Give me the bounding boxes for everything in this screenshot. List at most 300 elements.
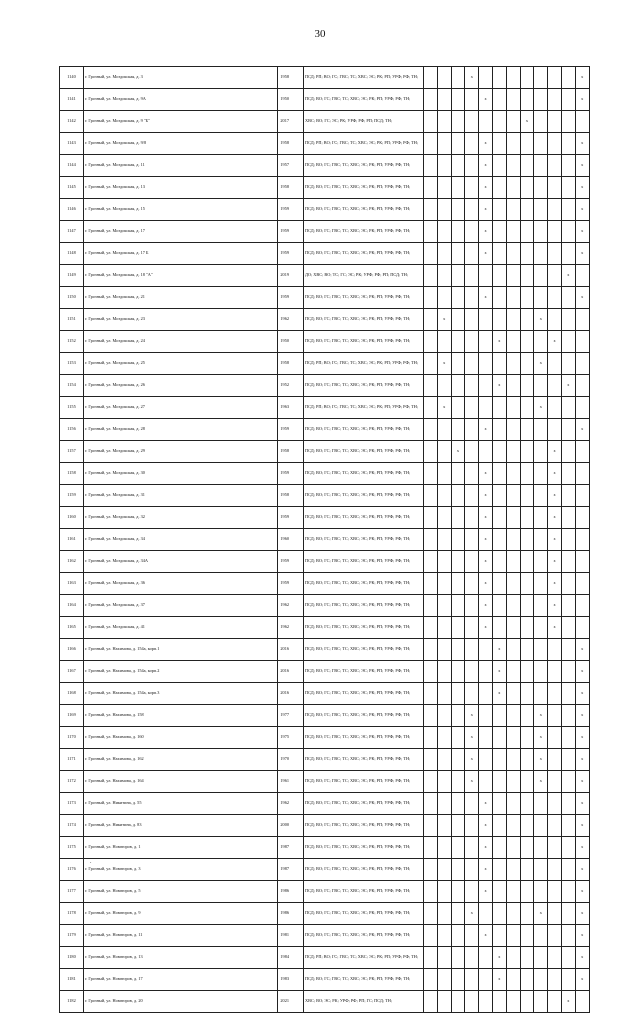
address-cell: г. Грозный, ул. Моздокская, д. 9/8 — [84, 133, 278, 155]
mark-cell: x — [465, 67, 479, 89]
mark-cell — [561, 793, 575, 815]
table-row — [60, 67, 590, 89]
mark-cell — [534, 859, 548, 881]
mark-cell — [561, 133, 575, 155]
work-types-cell: ПСД; ВО; ГС; ГВС; ТС; ХВС; ЭС; РК; РП; УРФ; РФ; ТН; — [304, 529, 424, 551]
mark-cell — [492, 177, 506, 199]
mark-cell — [506, 969, 520, 991]
mark-cell — [520, 815, 534, 837]
mark-cell — [424, 375, 438, 397]
work-types-cell: ПСД; ВО; ГС; ГВС; ТС; ХВС; ЭС; РК; РП; УРФ; РФ; ТН; — [304, 793, 424, 815]
year-cell: 1959 — [278, 419, 304, 441]
mark-cell: x — [534, 749, 548, 771]
mark-cell: x — [479, 221, 493, 243]
work-types-cell: ПСД; ВО; ГС; ГВС; ТС; ХВС; ЭС; РК; РП; УРФ; РФ; ТН; — [304, 881, 424, 903]
row-number-cell: 1156 — [60, 419, 84, 441]
work-types-cell: ПСД; ВО; ГС; ГВС; ТС; ХВС; ЭС; РК; РП; УРФ; РФ; ТН; — [304, 595, 424, 617]
mark-cell — [548, 771, 562, 793]
mark-cell — [506, 925, 520, 947]
mark-cell — [492, 419, 506, 441]
year-cell: 1958 — [278, 485, 304, 507]
mark-cell — [424, 419, 438, 441]
mark-cell — [548, 111, 562, 133]
mark-cell: x — [479, 837, 493, 859]
mark-cell — [451, 837, 465, 859]
address-cell: г. Грозный, ул. Новаторов, д. 1 — [84, 837, 278, 859]
mark-cell — [534, 111, 548, 133]
table-row — [60, 793, 590, 815]
address-cell: г. Грозный, ул. Моздокская, д. 17 Б — [84, 243, 278, 265]
mark-cell — [520, 243, 534, 265]
mark-cell — [424, 353, 438, 375]
mark-cell — [548, 903, 562, 925]
row-number-cell: 1153 — [60, 353, 84, 375]
mark-cell — [506, 243, 520, 265]
mark-cell — [548, 991, 562, 1013]
mark-cell — [534, 221, 548, 243]
mark-cell — [506, 199, 520, 221]
mark-cell — [451, 397, 465, 419]
work-types-cell: ПСД; ВО; ГС; ГВС; ТС; ХВС; ЭС; РК; РП; УРФ; РФ; ТН; — [304, 177, 424, 199]
mark-cell — [575, 507, 589, 529]
mark-cell — [437, 903, 451, 925]
mark-cell — [520, 595, 534, 617]
mark-cell — [437, 617, 451, 639]
mark-cell — [561, 595, 575, 617]
year-cell: 1961 — [278, 771, 304, 793]
mark-cell — [506, 111, 520, 133]
mark-cell — [479, 397, 493, 419]
year-cell: 1960 — [278, 529, 304, 551]
row-number-cell: 1152 — [60, 331, 84, 353]
row-number-cell: 1148 — [60, 243, 84, 265]
row-number-cell: 1163 — [60, 573, 84, 595]
mark-cell — [451, 353, 465, 375]
row-number-cell: 1181 — [60, 969, 84, 991]
mark-cell — [561, 749, 575, 771]
mark-cell — [465, 947, 479, 969]
mark-cell — [437, 507, 451, 529]
mark-cell: x — [479, 243, 493, 265]
address-cell: г. Грозный, ул. Моздокская, д. 17 — [84, 221, 278, 243]
mark-cell — [561, 661, 575, 683]
mark-cell — [437, 221, 451, 243]
mark-cell — [548, 375, 562, 397]
mark-cell — [548, 969, 562, 991]
mark-cell — [479, 441, 493, 463]
mark-cell — [561, 243, 575, 265]
mark-cell — [465, 133, 479, 155]
mark-cell: x — [575, 639, 589, 661]
mark-cell — [520, 441, 534, 463]
mark-cell: x — [492, 639, 506, 661]
mark-cell: x — [479, 287, 493, 309]
mark-cell — [534, 441, 548, 463]
mark-cell — [437, 243, 451, 265]
address-cell: г. Грозный, ул. Моздокская, д. 26 — [84, 375, 278, 397]
mark-cell — [506, 485, 520, 507]
mark-cell — [492, 925, 506, 947]
mark-cell — [479, 111, 493, 133]
mark-cell — [465, 221, 479, 243]
mark-cell — [465, 265, 479, 287]
mark-cell: x — [548, 507, 562, 529]
mark-cell — [548, 793, 562, 815]
address-cell: г. Грозный, ул. Новаторов, д. 20 — [84, 991, 278, 1013]
year-cell: 1957 — [278, 155, 304, 177]
mark-cell — [534, 485, 548, 507]
row-number-cell: 1162 — [60, 551, 84, 573]
address-cell: г. Грозный, ул. Никитина, д. 55 — [84, 793, 278, 815]
mark-cell: x — [465, 749, 479, 771]
year-cell: 1981 — [278, 925, 304, 947]
row-number-cell: 1142 — [60, 111, 84, 133]
mark-cell: x — [575, 837, 589, 859]
table-row — [60, 749, 590, 771]
mark-cell — [424, 881, 438, 903]
mark-cell — [492, 199, 506, 221]
work-types-cell: ПСД; ВО; ГС; ГВС; ТС; ХВС; ЭС; РК; РП; УРФ; РФ; ТН; — [304, 89, 424, 111]
mark-cell — [534, 133, 548, 155]
mark-cell — [437, 595, 451, 617]
table-row — [60, 441, 590, 463]
mark-cell — [534, 925, 548, 947]
mark-cell — [506, 397, 520, 419]
mark-cell: x — [492, 661, 506, 683]
mark-cell: x — [479, 925, 493, 947]
mark-cell — [451, 661, 465, 683]
mark-cell — [506, 155, 520, 177]
mark-cell — [451, 529, 465, 551]
mark-cell — [492, 859, 506, 881]
year-cell: 1962 — [278, 793, 304, 815]
mark-cell — [506, 419, 520, 441]
work-types-cell: ПСД; ВО; ГС; ГВС; ТС; ХВС; ЭС; РК; РП; УРФ; РФ; ТН; — [304, 573, 424, 595]
mark-cell — [437, 661, 451, 683]
address-cell: г. Грозный, ул. Моздокская, д. 21 — [84, 287, 278, 309]
mark-cell — [424, 639, 438, 661]
mark-cell: x — [479, 617, 493, 639]
mark-cell — [548, 881, 562, 903]
mark-cell — [520, 947, 534, 969]
table-row — [60, 133, 590, 155]
mark-cell — [492, 991, 506, 1013]
mark-cell — [465, 815, 479, 837]
mark-cell — [492, 881, 506, 903]
mark-cell: x — [479, 155, 493, 177]
mark-cell — [492, 309, 506, 331]
mark-cell — [575, 529, 589, 551]
work-types-cell: ПСД; ВО; ГС; ГВС; ТС; ХВС; ЭС; РК; РП; УРФ; РФ; ТН; — [304, 441, 424, 463]
work-types-cell: ДО; ХВС; ВО; ТС; ГС; ЭС; РК; УРФ; РФ; РП; ПСД; ТН; — [304, 265, 424, 287]
table-row — [60, 199, 590, 221]
mark-cell: x — [534, 397, 548, 419]
table-row — [60, 507, 590, 529]
mark-cell — [492, 705, 506, 727]
year-cell: 1962 — [278, 309, 304, 331]
mark-cell — [506, 287, 520, 309]
mark-cell — [424, 727, 438, 749]
mark-cell — [534, 419, 548, 441]
mark-cell — [437, 419, 451, 441]
year-cell: 2021 — [278, 991, 304, 1013]
mark-cell — [506, 771, 520, 793]
mark-cell — [424, 595, 438, 617]
mark-cell — [548, 661, 562, 683]
mark-cell — [451, 859, 465, 881]
mark-cell — [534, 573, 548, 595]
table-row — [60, 991, 590, 1013]
year-cell: 1959 — [278, 287, 304, 309]
mark-cell — [424, 133, 438, 155]
mark-cell — [451, 221, 465, 243]
address-cell: г. Грозный, ул. Новаторов, д. 13 — [84, 947, 278, 969]
mark-cell — [492, 265, 506, 287]
mark-cell: x — [548, 595, 562, 617]
mark-cell — [451, 617, 465, 639]
table-row — [60, 903, 590, 925]
mark-cell — [437, 793, 451, 815]
table-row — [60, 639, 590, 661]
mark-cell — [492, 815, 506, 837]
mark-cell: x — [575, 155, 589, 177]
row-number-cell: 1169 — [60, 705, 84, 727]
mark-cell — [548, 397, 562, 419]
mark-cell — [534, 67, 548, 89]
mark-cell: x — [479, 815, 493, 837]
mark-cell — [506, 859, 520, 881]
mark-cell — [424, 265, 438, 287]
mark-cell — [479, 67, 493, 89]
year-cell: 2017 — [278, 111, 304, 133]
mark-cell — [465, 881, 479, 903]
mark-cell — [451, 309, 465, 331]
mark-cell — [506, 815, 520, 837]
mark-cell: x — [575, 199, 589, 221]
mark-cell — [561, 903, 575, 925]
work-types-cell: ХВС; ВО; ЭС; РК; УРФ; РФ; РП; ГС; ПСД; ТН; — [304, 991, 424, 1013]
address-cell: г. Грозный, ул. Моздокская, д. 24 — [84, 331, 278, 353]
mark-cell — [451, 705, 465, 727]
mark-cell — [424, 969, 438, 991]
mark-cell: x — [575, 683, 589, 705]
mark-cell — [548, 419, 562, 441]
address-cell: г. Грозный, ул. Моздокская, д. 25 — [84, 353, 278, 375]
mark-cell: x — [548, 551, 562, 573]
mark-cell — [520, 287, 534, 309]
mark-cell — [479, 265, 493, 287]
row-number-cell: 1146 — [60, 199, 84, 221]
mark-cell — [492, 397, 506, 419]
mark-cell — [437, 573, 451, 595]
mark-cell — [451, 683, 465, 705]
mark-cell — [520, 925, 534, 947]
row-number-cell: 1175 — [60, 837, 84, 859]
work-types-cell: ПСД; ВО; ГС; ГВС; ТС; ХВС; ЭС; РК; РП; УРФ; РФ; ТН; — [304, 485, 424, 507]
mark-cell — [492, 529, 506, 551]
mark-cell — [451, 177, 465, 199]
mark-cell — [451, 991, 465, 1013]
row-number-cell: 1144 — [60, 155, 84, 177]
table-row — [60, 815, 590, 837]
mark-cell: x — [534, 705, 548, 727]
mark-cell — [465, 441, 479, 463]
mark-cell — [465, 925, 479, 947]
mark-cell — [506, 881, 520, 903]
mark-cell — [534, 881, 548, 903]
address-cell: г. Грозный, ул. Моздокская, д. 30 — [84, 463, 278, 485]
table-row — [60, 727, 590, 749]
mark-cell — [451, 89, 465, 111]
work-types-cell: ПСД; ВО; ГС; ГВС; ТС; ХВС; ЭС; РК; РП; УРФ; РФ; ТН; — [304, 705, 424, 727]
mark-cell — [520, 309, 534, 331]
mark-cell: x — [465, 705, 479, 727]
mark-cell — [520, 463, 534, 485]
mark-cell — [479, 771, 493, 793]
table-row — [60, 859, 590, 881]
mark-cell — [424, 683, 438, 705]
mark-cell — [437, 771, 451, 793]
mark-cell — [520, 199, 534, 221]
work-types-cell: ПСД; ВО; ГС; ГВС; ТС; ХВС; ЭС; РК; РП; УРФ; РФ; ТН; — [304, 617, 424, 639]
mark-cell — [520, 991, 534, 1013]
work-types-cell: ПСД; ВО; ГС; ГВС; ТС; ХВС; ЭС; РК; РП; УРФ; РФ; ТН; — [304, 155, 424, 177]
mark-cell: x — [575, 771, 589, 793]
mark-cell — [520, 397, 534, 419]
mark-cell — [492, 243, 506, 265]
table-row — [60, 595, 590, 617]
work-types-cell: ПСД; ВО; ГС; ГВС; ТС; ХВС; ЭС; РК; РП; УРФ; РФ; ТН; — [304, 903, 424, 925]
work-types-cell: ПСД; ВО; ГС; ГВС; ТС; ХВС; ЭС; РК; РП; УРФ; РФ; ТН; — [304, 221, 424, 243]
year-cell: 1962 — [278, 617, 304, 639]
address-cell: г. Грозный, ул. Моздокская, д. 36 — [84, 573, 278, 595]
mark-cell — [534, 287, 548, 309]
mark-cell: x — [548, 331, 562, 353]
mark-cell — [534, 551, 548, 573]
work-types-cell: ПСД; ВО; ГС; ГВС; ТС; ХВС; ЭС; РК; РП; УРФ; РФ; ТН; — [304, 331, 424, 353]
mark-cell — [437, 331, 451, 353]
address-cell: г. Грозный, ул. Моздокская, д. 13 — [84, 177, 278, 199]
mark-cell — [451, 947, 465, 969]
mark-cell — [561, 111, 575, 133]
mark-cell: x — [479, 881, 493, 903]
row-number-cell: 1168 — [60, 683, 84, 705]
year-cell: 1983 — [278, 969, 304, 991]
mark-cell — [561, 815, 575, 837]
row-number-cell: 1165 — [60, 617, 84, 639]
mark-cell — [548, 199, 562, 221]
mark-cell — [465, 287, 479, 309]
work-types-cell: ПСД; ВО; ГС; ГВС; ТС; ХВС; ЭС; РК; РП; УРФ; РФ; ТН; — [304, 683, 424, 705]
mark-cell — [424, 463, 438, 485]
mark-cell — [479, 947, 493, 969]
address-cell: г. Грозный, ул. Моздокская, д. 9А — [84, 89, 278, 111]
mark-cell — [520, 881, 534, 903]
mark-cell: x — [520, 111, 534, 133]
mark-cell: x — [534, 903, 548, 925]
mark-cell — [437, 881, 451, 903]
mark-cell: x — [575, 67, 589, 89]
mark-cell — [437, 177, 451, 199]
work-types-cell: ПСД; РП; ВО; ГС; ГВС; ТС; ХВС; ЭС; РК; РП; УРФ; РФ; ТН; — [304, 353, 424, 375]
mark-cell: x — [479, 463, 493, 485]
mark-cell — [465, 111, 479, 133]
mark-cell — [561, 639, 575, 661]
address-cell: г. Грозный, ул. Моздокская, д. 34 — [84, 529, 278, 551]
mark-cell — [520, 969, 534, 991]
mark-cell — [479, 991, 493, 1013]
mark-cell — [424, 221, 438, 243]
year-cell: 1987 — [278, 859, 304, 881]
mark-cell: x — [492, 375, 506, 397]
mark-cell — [575, 551, 589, 573]
mark-cell — [534, 89, 548, 111]
mark-cell: x — [575, 287, 589, 309]
mark-cell — [437, 67, 451, 89]
row-number-cell: 1140 — [60, 67, 84, 89]
mark-cell — [451, 793, 465, 815]
mark-cell — [575, 111, 589, 133]
mark-cell — [437, 529, 451, 551]
mark-cell — [437, 485, 451, 507]
mark-cell: x — [479, 529, 493, 551]
row-number-cell: 1179 — [60, 925, 84, 947]
mark-cell — [506, 331, 520, 353]
mark-cell — [561, 397, 575, 419]
mark-cell: x — [465, 903, 479, 925]
mark-cell — [520, 419, 534, 441]
address-cell: г. Грозный, ул. Моздокская, д. 41 — [84, 617, 278, 639]
mark-cell — [451, 969, 465, 991]
address-cell: г. Грозный, ул. Нахимова, д. 154а, корп.1 — [84, 639, 278, 661]
mark-cell — [451, 331, 465, 353]
mark-cell — [561, 353, 575, 375]
mark-cell — [561, 199, 575, 221]
mark-cell: x — [548, 463, 562, 485]
mark-cell — [534, 331, 548, 353]
mark-cell — [506, 749, 520, 771]
year-cell: 1959 — [278, 507, 304, 529]
mark-cell — [520, 573, 534, 595]
address-cell: г. Грозный, ул. Нахимова, д. 158 — [84, 705, 278, 727]
mark-cell — [424, 397, 438, 419]
mark-cell — [424, 287, 438, 309]
mark-cell: x — [437, 353, 451, 375]
mark-cell — [451, 903, 465, 925]
mark-cell — [561, 837, 575, 859]
mark-cell — [492, 749, 506, 771]
mark-cell — [424, 529, 438, 551]
mark-cell — [506, 617, 520, 639]
mark-cell — [506, 639, 520, 661]
mark-cell: x — [479, 419, 493, 441]
mark-cell — [479, 969, 493, 991]
mark-cell — [548, 243, 562, 265]
table-row — [60, 155, 590, 177]
mark-cell — [506, 727, 520, 749]
year-cell: 1977 — [278, 705, 304, 727]
mark-cell — [451, 133, 465, 155]
row-number-cell: 1151 — [60, 309, 84, 331]
mark-cell — [465, 573, 479, 595]
mark-cell — [506, 89, 520, 111]
mark-cell — [561, 727, 575, 749]
address-cell: г. Грозный, ул. Нахимова, д. 162 — [84, 749, 278, 771]
work-types-cell: ПСД; ВО; ГС; ГВС; ТС; ХВС; ЭС; РК; РП; УРФ; РФ; ТН; — [304, 375, 424, 397]
address-cell: г. Грозный, ул. Моздокская, д. 37 — [84, 595, 278, 617]
mark-cell — [561, 705, 575, 727]
mark-cell — [561, 683, 575, 705]
